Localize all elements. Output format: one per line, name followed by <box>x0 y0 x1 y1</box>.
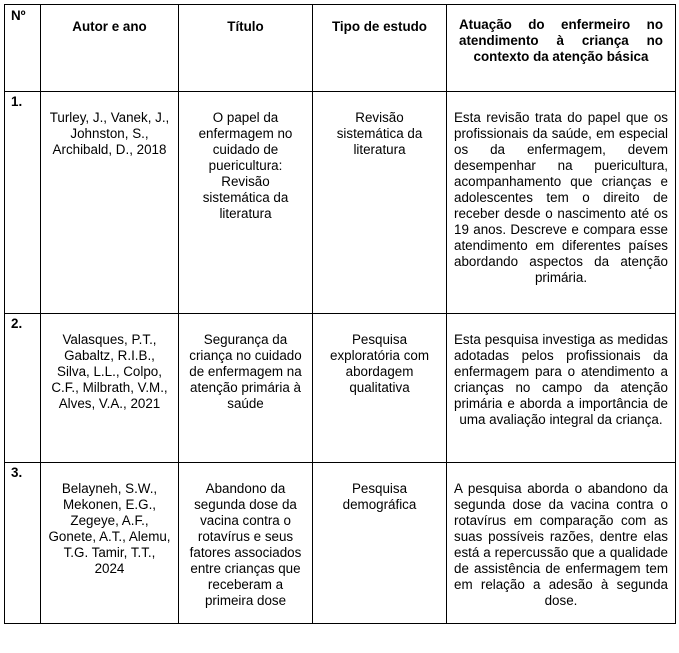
row-title-cell <box>179 463 313 624</box>
row-study-type: Pesquisa demográfica <box>342 481 417 512</box>
header-nurse-role: Atuação do enfermeiro no atendimento à criança no contexto da atenção básica <box>447 5 676 92</box>
row-study-type-cell <box>313 314 447 463</box>
row-author: Valasques, P.T., Gabaltz, R.I.B., Silva, L.L., Colpo, C.F., Milbrath, V.M., Alves, V.A., 2021 <box>51 332 168 411</box>
row-author-cell <box>41 463 179 624</box>
row-nurse-role: A pesquisa aborda o abandono da segunda dose da vacina contra o rotavírus em comparação com as suas possíveis razões, dentre elas está a repercussão que a qualidade de assistência de enfermagem tem em relação a adesão à segunda dose. <box>454 481 668 608</box>
row-author: Belayneh, S.W., Mekonen, E.G., Zegeye, A.F., Gonete, A.T., Alemu, T.G. Tamir, T.T., 2024 <box>48 481 171 576</box>
row-title: Segurança da criança no cuidado de enfermagem na atenção primária à saúde <box>189 332 302 411</box>
row-number: 3. <box>5 463 41 624</box>
row-title-cell <box>179 92 313 314</box>
row-study-type-cell <box>313 463 447 624</box>
row-author: Turley, J., Vanek, J., Johnston, S., Archibald, D., 2018 <box>49 110 170 157</box>
row-title: Abandono da segunda dose da vacina contra o rotavírus e seus fatores associados entre crianças que receberam a primeira dose <box>189 481 302 608</box>
row-study-type-cell <box>313 92 447 314</box>
header-study-type: Tipo de estudo <box>313 5 447 92</box>
row-author-cell <box>41 92 179 314</box>
row-number: 2. <box>5 314 41 463</box>
row-nurse-role: Esta pesquisa investiga as medidas adotadas pelos profissionais da enfermagem para o atendimento a crianças no campo da atenção primária e aborda a importância de uma avaliação integral da criança. <box>454 332 668 427</box>
row-study-type: Revisão sistemática da literatura <box>336 110 423 157</box>
table-row <box>5 314 676 463</box>
header-title: Título <box>179 5 313 92</box>
row-title: O papel da enfermagem no cuidado de puericultura: Revisão sistemática da literatura <box>198 110 293 221</box>
row-nurse-role-cell <box>447 92 676 314</box>
row-study-type: Pesquisa exploratória com abordagem qualitativa <box>330 332 429 395</box>
header-author-year: Autor e ano <box>41 5 179 92</box>
row-number: 1. <box>5 92 41 314</box>
row-nurse-role: Esta revisão trata do papel que os profissionais da saúde, em especial os da enfermagem, devem desempenhar na puericultura, acompanhamento que crianças e adolescentes tem o direito de receber desde o nascimento até os 19 anos. Descreve e compara esse atendimento em diferentes países abordando aspectos da atenção primária. <box>454 110 668 285</box>
row-nurse-role-cell <box>447 314 676 463</box>
row-author-cell <box>41 314 179 463</box>
table-header-row <box>5 5 676 92</box>
literature-review-table <box>4 4 676 624</box>
table-row <box>5 463 676 624</box>
row-title-cell <box>179 314 313 463</box>
table-row <box>5 92 676 314</box>
row-nurse-role-cell <box>447 463 676 624</box>
header-number: Nº <box>5 5 41 92</box>
